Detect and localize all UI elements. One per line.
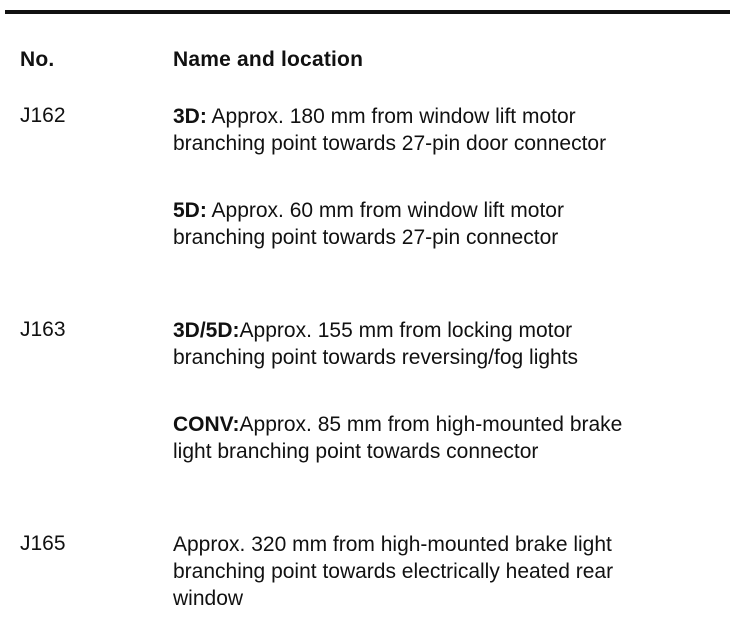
entry-text: Approx. 155 mm from locking motor branching point towards reversing/fog lights — [173, 319, 579, 369]
column-header-name-location: Name and location — [173, 48, 364, 71]
entry-j163-3d5d — [173, 317, 643, 371]
entry-tag: CONV: — [173, 413, 240, 436]
entry-tag: 3D/5D: — [173, 319, 240, 342]
column-header-no: No. — [20, 48, 55, 71]
entry-j162-3d — [173, 103, 643, 157]
top-rule — [5, 10, 730, 14]
row-number-j165: J165 — [20, 532, 66, 555]
entry-tag: 3D: — [173, 105, 207, 128]
row-number-j163: J163 — [20, 318, 66, 341]
entry-text: Approx. 85 mm from high-mounted brake light branching point towards connector — [173, 413, 623, 463]
entry-text: Approx. 180 mm from window lift motor branching point towards 27-pin door connector — [173, 105, 607, 155]
row-number-j162: J162 — [20, 104, 66, 127]
entry-j163-conv — [173, 411, 643, 465]
entry-tag: 5D: — [173, 199, 207, 222]
entry-j162-5d — [173, 197, 643, 251]
entry-j165 — [173, 531, 643, 612]
entry-text: Approx. 60 mm from window lift motor branching point towards 27-pin connector — [173, 199, 564, 249]
entry-text: Approx. 320 mm from high-mounted brake light branching point towards electrically heated rear window — [173, 533, 614, 610]
